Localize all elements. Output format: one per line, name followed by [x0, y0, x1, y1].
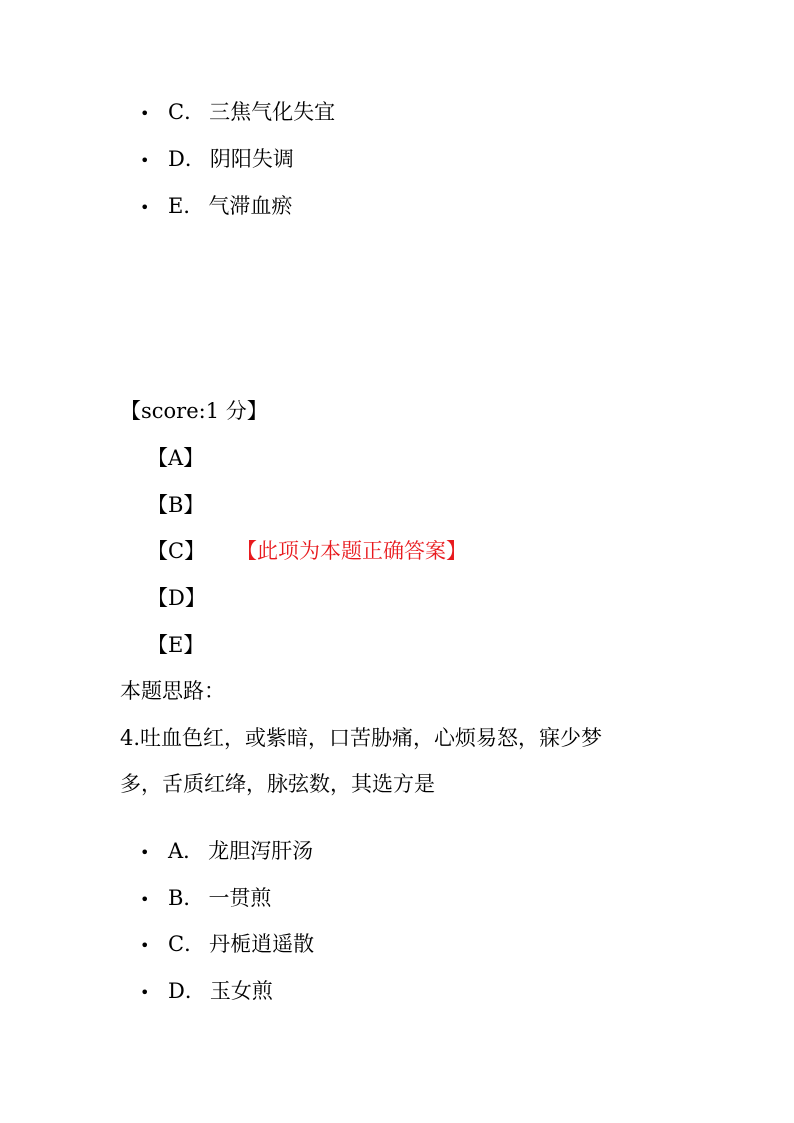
- bullet-icon: •: [140, 198, 150, 217]
- score-label: 【score:1 分】: [120, 399, 268, 423]
- answer-d: 【D】: [147, 586, 206, 610]
- q4-option-b: [140, 883, 271, 913]
- answer-b: 【B】: [147, 493, 205, 517]
- q4-option-d: [140, 976, 273, 1006]
- option-text: 一贯煎: [208, 886, 272, 910]
- answer-a: 【A】: [147, 446, 205, 470]
- option-d: [140, 144, 294, 174]
- q4-option-a: [140, 836, 313, 866]
- option-text: 气滞血瘀: [208, 194, 293, 218]
- answer-c: 【C】: [147, 539, 206, 563]
- bullet-icon: •: [140, 890, 150, 909]
- option-letter: C．: [168, 932, 206, 956]
- option-letter: D．: [168, 147, 206, 171]
- option-text: 龙胆泻肝汤: [208, 839, 314, 863]
- option-letter: B．: [168, 886, 205, 910]
- explanation-label: 本题思路：: [120, 679, 225, 703]
- question-4-line-1: 4.吐血色红，或紫暗，口苦胁痛，心烦易怒，寐少梦: [120, 726, 603, 750]
- option-e: [140, 191, 292, 221]
- correct-answer-marker: 【此项为本题正确答案】: [236, 539, 467, 563]
- q4-option-c: [140, 929, 314, 959]
- bullet-icon: •: [140, 104, 150, 123]
- option-text: 丹栀逍遥散: [209, 932, 315, 956]
- option-text: 阴阳失调: [209, 147, 294, 171]
- option-letter: E．: [168, 194, 205, 218]
- option-letter: D．: [168, 979, 206, 1003]
- bullet-icon: •: [140, 843, 150, 862]
- bullet-icon: •: [140, 151, 150, 170]
- bullet-icon: •: [140, 936, 150, 955]
- option-c: [140, 97, 335, 127]
- option-letter: A．: [168, 839, 205, 863]
- option-letter: C．: [168, 100, 206, 124]
- option-text: 三焦气化失宜: [209, 100, 336, 124]
- answer-e: 【E】: [147, 633, 205, 657]
- question-4-line-2: 多，舌质红绛，脉弦数，其选方是: [120, 772, 435, 796]
- bullet-icon: •: [140, 983, 150, 1002]
- option-text: 玉女煎: [209, 979, 273, 1003]
